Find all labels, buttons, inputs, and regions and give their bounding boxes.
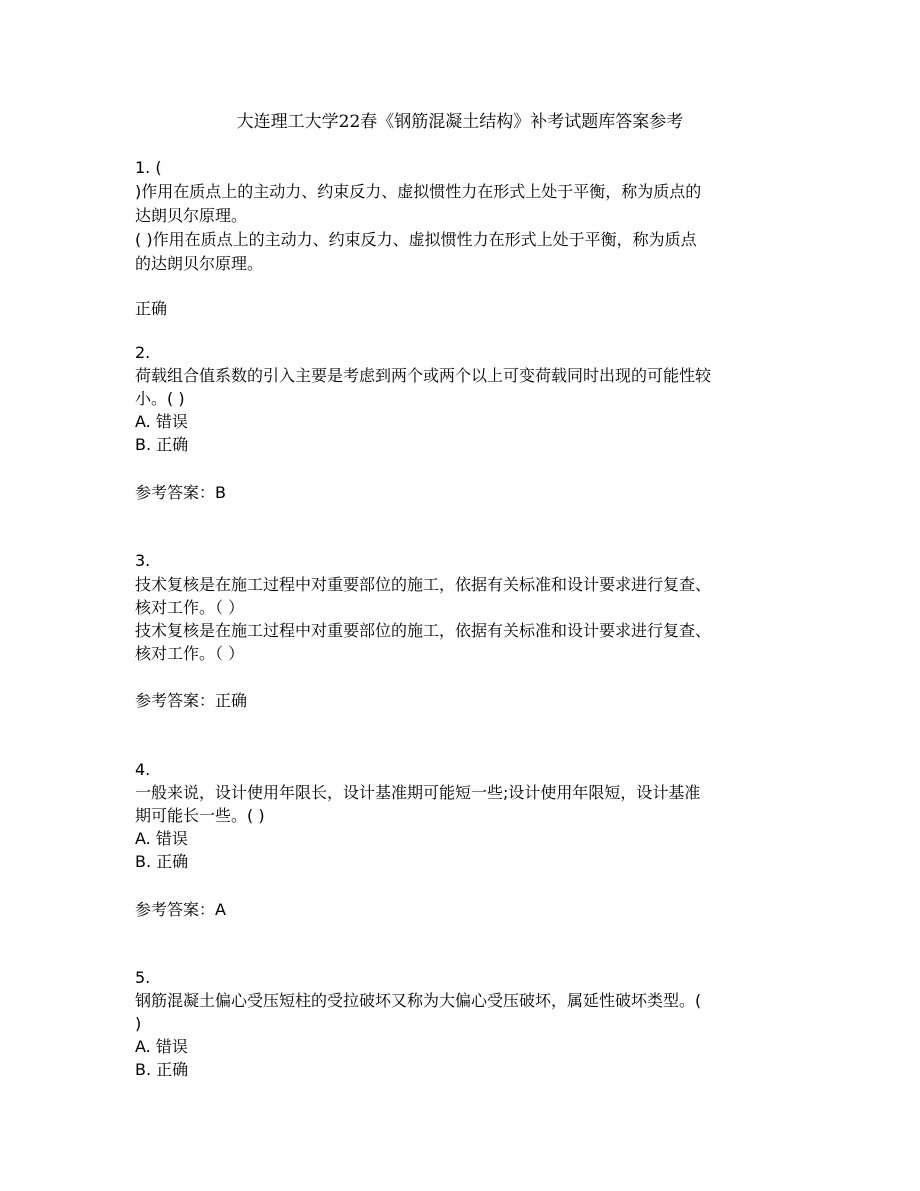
option-a: A. 错误	[135, 829, 188, 848]
question-number: 2.	[135, 343, 151, 362]
question-text: 核对工作。（ ）	[135, 598, 245, 617]
question-text: 的达朗贝尔原理。	[135, 254, 264, 273]
question-text: 荷载组合值系数的引入主要是考虑到两个或两个以上可变荷载同时出现的可能性较	[135, 366, 712, 385]
question-number: 5.	[135, 968, 151, 987]
question-text: 一般来说，设计使用年限长，设计基准期可能短一些;设计使用年限短，设计基准	[135, 783, 701, 802]
question-text: 技术复核是在施工过程中对重要部位的施工，依据有关标准和设计要求进行复查、	[135, 621, 712, 640]
question-number: 4.	[135, 760, 151, 779]
question-text: )	[135, 1014, 142, 1033]
option-b: B. 正确	[135, 1060, 189, 1079]
question-text: 钢筋混凝土偏心受压短柱的受拉破坏又称为大偏心受压破坏，属延性破坏类型。(	[135, 991, 702, 1010]
option-b: B. 正确	[135, 852, 189, 871]
question-number: 1. (	[135, 158, 162, 177]
question-text: 期可能长一些。( )	[135, 806, 265, 825]
question-text: )作用在质点上的主动力、约束反力、虚拟惯性力在形式上处于平衡，称为质点的	[135, 182, 702, 201]
answer: 参考答案：B	[135, 483, 226, 502]
option-b: B. 正确	[135, 435, 189, 454]
question-number: 3.	[135, 551, 151, 570]
question-text: 达朗贝尔原理。	[135, 206, 248, 225]
question-text: 技术复核是在施工过程中对重要部位的施工，依据有关标准和设计要求进行复查、	[135, 575, 712, 594]
answer: 正确	[135, 299, 168, 318]
option-a: A. 错误	[135, 1037, 188, 1056]
answer: 参考答案：正确	[135, 691, 248, 710]
answer: 参考答案：A	[135, 900, 226, 919]
question-text: 小。( )	[135, 389, 185, 408]
question-text: ( )作用在质点上的主动力、约束反力、虚拟惯性力在形式上处于平衡，称为质点	[135, 230, 697, 249]
page-title: 大连理工大学22春《钢筋混凝土结构》补考试题库答案参考	[236, 112, 684, 132]
question-text: 核对工作。（ ）	[135, 644, 245, 663]
option-a: A. 错误	[135, 412, 188, 431]
